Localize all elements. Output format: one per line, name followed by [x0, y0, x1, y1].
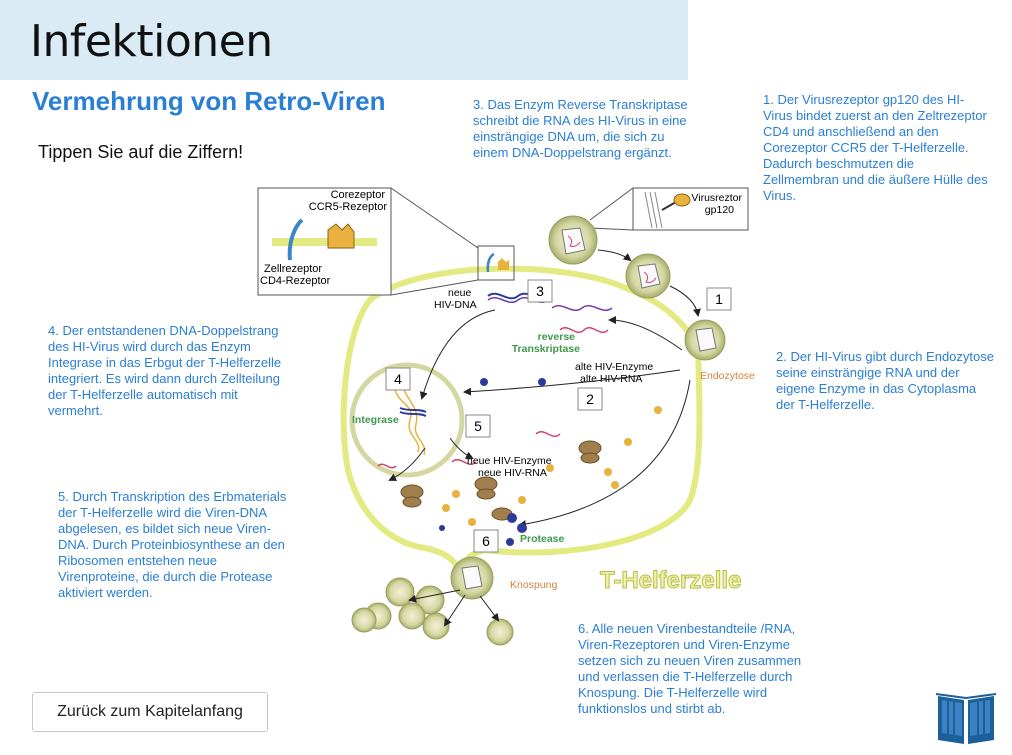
step-5-description: 5. Durch Transkription des Erbmaterials der T-Helferzelle wird die Viren-DNA abgelesen, es bildet sich neue Viren-DNA. Durch Proteinbiosynthese an den Ribosomen entstehen neue Virenproteine, die durch die Protease aktiviert werden. — [58, 489, 287, 600]
step-5-button[interactable] — [466, 415, 490, 437]
title-bar — [0, 0, 688, 80]
step-3-description: 3. Das Enzym Reverse Transkriptase schreibt die RNA des HI-Virus in eine einsträngige DNA um, die sich zu einem DNA-Doppelstrang ergänzt. — [473, 97, 688, 160]
label-transkriptase: Transkriptase — [511, 343, 580, 355]
label-alte-enzyme: alte HIV-Enzyme — [575, 361, 654, 373]
svg-text:2: 2 — [586, 391, 594, 407]
label-neue-enzyme: neue HIV-Enzyme — [467, 455, 552, 467]
step-2-description: 2. Der HI-Virus gibt durch Endozytose seine einsträngige RNA und der eigene Enzyme in das Cytoplasma der T-Helferzelle. — [776, 349, 994, 412]
label-reverse: reverse — [537, 331, 575, 343]
label-cd4: CD4-Rezeptor — [260, 275, 331, 287]
back-to-chapter-button[interactable]: Zurück zum Kapitelanfang — [32, 692, 268, 732]
page-title: Infektionen — [30, 16, 273, 67]
step-6-button[interactable] — [474, 530, 498, 552]
svg-text:5: 5 — [474, 418, 482, 434]
label-alte-rna: alte HIV-RNA — [580, 373, 643, 385]
step-4-description: 4. Der entstandenen DNA-Doppelstrang des HI-Virus wird durch das Enzym Integrase in das Erbgut der T-Helferzelle integriert. Es wird dann durch Zellteilung der T-Helferzelle automatisch mit vermehrt. — [48, 323, 282, 418]
label-ccr5: CCR5-Rezeptor — [308, 201, 387, 213]
label-zellrezeptor: Zellrezeptor — [264, 263, 323, 275]
section-subtitle: Vermehrung von Retro-Viren — [32, 86, 386, 116]
instruction-text: Tippen Sie auf die Ziffern! — [38, 142, 244, 162]
membrane-zoom-strip — [272, 238, 377, 246]
label-corezeptor: Corezeptor — [330, 189, 385, 201]
ribosome-icons — [401, 441, 601, 520]
svg-text:3: 3 — [536, 283, 544, 299]
label-endozytose: Endozytose — [700, 370, 755, 382]
label-protease: Protease — [520, 533, 565, 545]
hiv-replication-diagram — [250, 180, 810, 650]
virus-approaching-icon — [549, 216, 597, 264]
virus-endocytosis-icon — [685, 320, 725, 360]
label-knospung: Knospung — [510, 579, 558, 591]
label-hiv-dna: HIV-DNA — [434, 299, 477, 311]
step-3-button[interactable] — [528, 280, 552, 302]
step-2-button[interactable] — [578, 388, 602, 410]
step-1-description: 1. Der Virusrezeptor gp120 des HI-Virus bindet zuerst an den Zeltrezeptor CD4 und anschließend an den Corezeptor CCR5 der T-Helferzelle. Dadurch beschmutzen die Zellmembran und die äußere Hülle des Virus. — [763, 92, 988, 203]
book-icon[interactable] — [934, 686, 998, 748]
gp120-icon — [674, 194, 690, 206]
budding-virus-icon — [451, 557, 493, 599]
step-4-button[interactable] — [386, 368, 410, 390]
label-neue-rna: neue HIV-RNA — [478, 467, 547, 479]
label-virusrezeptor: Virusreztor — [691, 192, 742, 204]
step-6-description: 6. Alle neuen Virenbestandteile /RNA, Viren-Rezeptoren und Viren-Enzyme setzen sich zu neuen Viren zusammen und verlassen die T-Helferzelle durch Knospung. Die T-Helferzelle wird funktionslos und stirbt ab. — [578, 621, 802, 716]
svg-text:6: 6 — [482, 533, 490, 549]
virus-binding-icon — [626, 254, 670, 298]
label-gp120: gp120 — [704, 204, 734, 216]
label-neue: neue — [448, 287, 472, 299]
label-integrase: Integrase — [352, 414, 399, 426]
svg-text:1: 1 — [715, 291, 723, 307]
svg-text:4: 4 — [394, 371, 402, 387]
label-cell-name: T-Helferzelle — [600, 567, 742, 594]
step-1-button[interactable] — [707, 288, 731, 310]
